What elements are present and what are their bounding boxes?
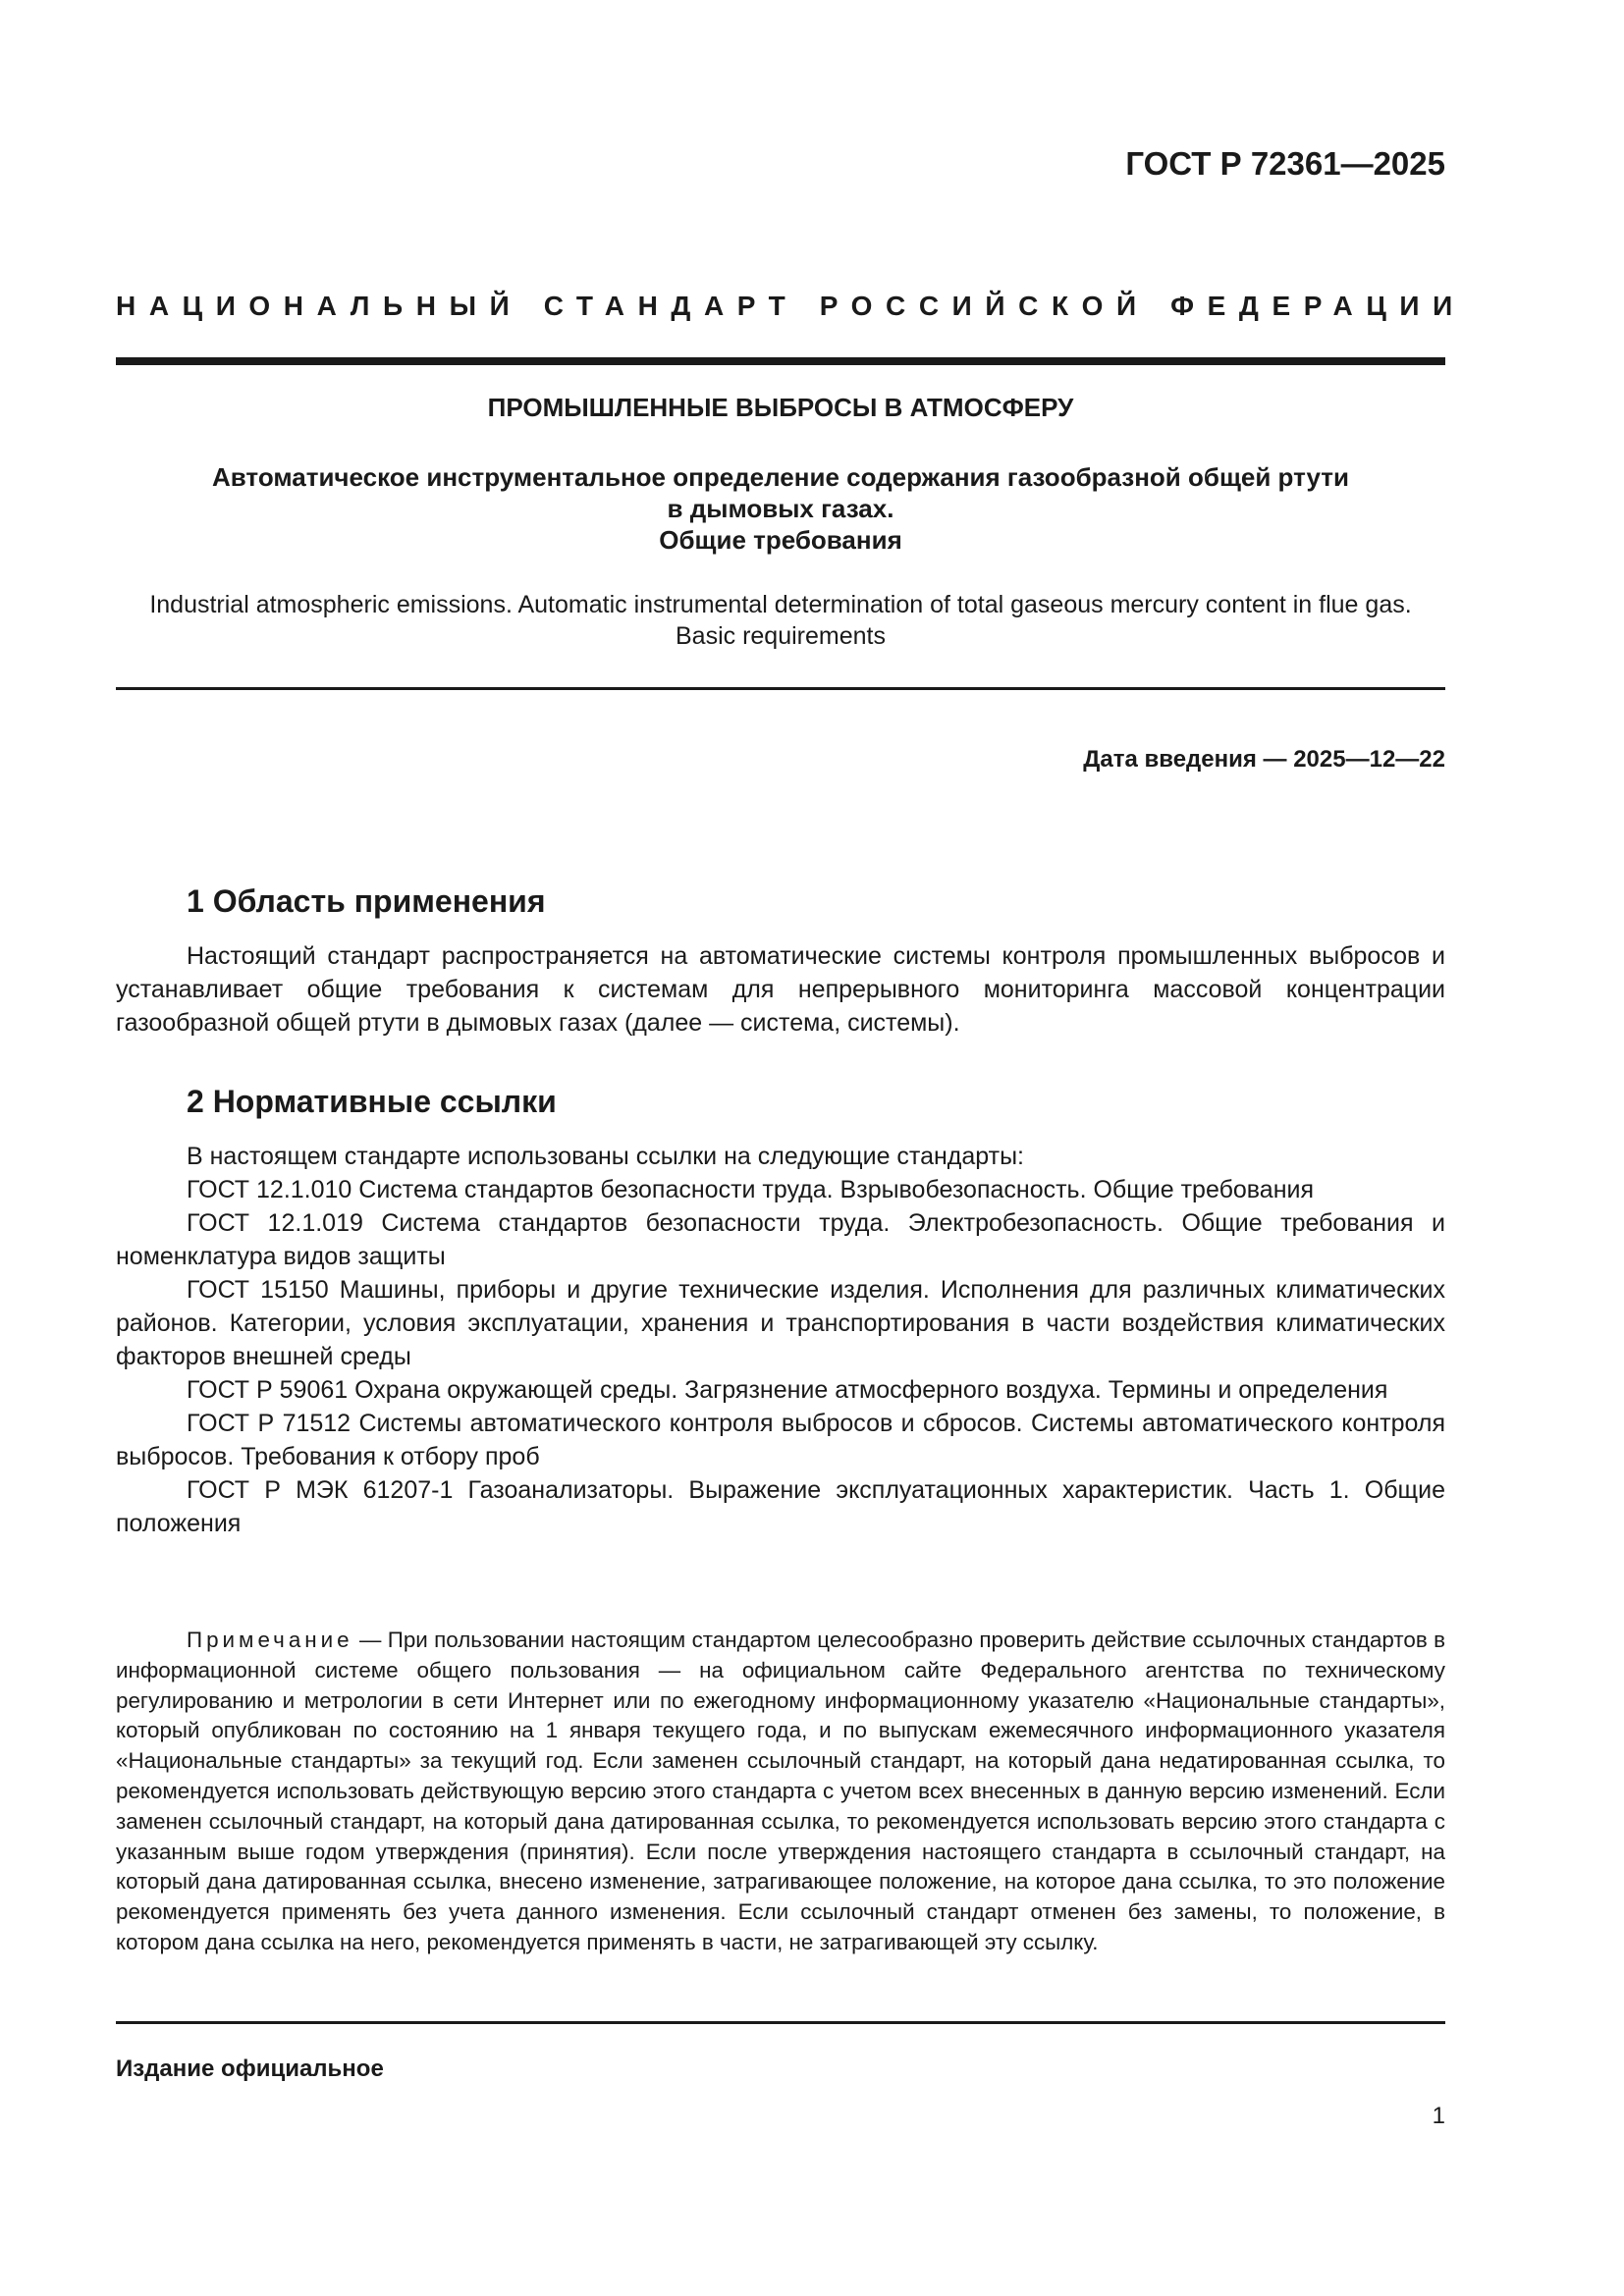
subtitle-line-1: Автоматическое инструментальное определение содержания газообразной общей ртути <box>212 462 1349 492</box>
title-divider <box>116 687 1445 690</box>
reference-item: ГОСТ 15150 Машины, приборы и другие технические изделия. Исполнения для различных климатических районов. Категории, условия эксплуатации, хранения и транспортирования в части воздействия климатических факторов внешней среды <box>116 1276 1445 1370</box>
footer-divider <box>116 2021 1445 2024</box>
section-1-body <box>116 939 1445 1040</box>
page-number: 1 <box>1432 2103 1445 2129</box>
note-label: Примечание <box>187 1628 353 1652</box>
english-title-line-1: Industrial atmospheric emissions. Automatic instrumental determination of total gaseous mercury content in flue gas. <box>149 591 1412 618</box>
reference-item: ГОСТ 12.1.019 Система стандартов безопасности труда. Электробезопасность. Общие требования и номенклатура видов защиты <box>116 1209 1445 1270</box>
note-text: — При пользовании настоящим стандартом целесообразно проверить действие ссылочных стандартов в информационной системе общего пользования — на официальном сайте Федерального агентства по техническому регулированию и метрологии в сети Интернет или по ежегодному информационному указателю «Национальные стандарты», который опубликован по состоянию на 1 января текущего года, и по выпускам ежемесячного информационного указателя «Национальные стандарты» за текущий год. Если заменен ссылочный стандарт, на который дана недатированная ссылка, то рекомендуется использовать действующую версию этого стандарта с учетом всех внесенных в данную версию изменений. Если заменен ссылочный стандарт, на который дана датированная ссылка, то рекомендуется использовать версию этого стандарта с указанным выше годом утверждения (принятия). Если после утверждения настоящего стандарта в ссылочный стандарт, на который дана датированная ссылка, внесено изменение, затрагивающее положение, на которое дана ссылка, то это положение рекомендуется применять без учета данного изменения. Если ссылочный стандарт отменен без замены, то положение, в котором дана ссылка на него, рекомендуется применять в части, не затрагивающей эту ссылку. <box>116 1628 1445 1954</box>
reference-item: ГОСТ 12.1.010 Система стандартов безопасности труда. Взрывобезопасность. Общие требования <box>187 1176 1315 1203</box>
subtitle-line-2: в дымовых газах. <box>667 494 894 523</box>
note-block <box>116 1626 1445 1958</box>
document-number: ГОСТ Р 72361—2025 <box>1125 145 1445 182</box>
subtitle-line-3: Общие требования <box>659 525 902 555</box>
edition-label: Издание официальное <box>116 2056 384 2082</box>
section-1-paragraph: Настоящий стандарт распространяется на автоматические системы контроля промышленных выбросов и устанавливает общие требования к системам для непрерывного мониторинга массовой концентрации газообразной общей ртути в дымовых газах (далее — система, системы). <box>116 942 1445 1037</box>
english-title-line-2: Basic requirements <box>676 622 886 650</box>
reference-item: ГОСТ Р МЭК 61207-1 Газоанализаторы. Выражение эксплуатационных характеристик. Часть 1. Общие положения <box>116 1476 1445 1537</box>
section-2-body <box>116 1140 1445 1540</box>
national-standard-banner: НАЦИОНАЛЬНЫЙ СТАНДАРТ РОССИЙСКОЙ ФЕДЕРАЦИИ <box>116 291 1466 321</box>
header-divider <box>116 357 1445 365</box>
document-subtitle <box>116 461 1445 556</box>
section-1-heading: 1 Область применения <box>187 883 546 919</box>
english-title <box>116 589 1445 652</box>
introduction-date: Дата введения — 2025—12—22 <box>1083 746 1445 773</box>
reference-item: ГОСТ Р 71512 Системы автоматического контроля выбросов и сбросов. Системы автоматического контроля выбросов. Требования к отбору проб <box>116 1410 1445 1470</box>
section-2-heading: 2 Нормативные ссылки <box>187 1084 557 1119</box>
section-2-intro: В настоящем стандарте использованы ссылки на следующие стандарты: <box>187 1143 1025 1170</box>
reference-item: ГОСТ Р 59061 Охрана окружающей среды. Загрязнение атмосферного воздуха. Термины и определения <box>187 1376 1388 1404</box>
document-title: ПРОМЫШЛЕННЫЕ ВЫБРОСЫ В АТМОСФЕРУ <box>487 393 1074 422</box>
